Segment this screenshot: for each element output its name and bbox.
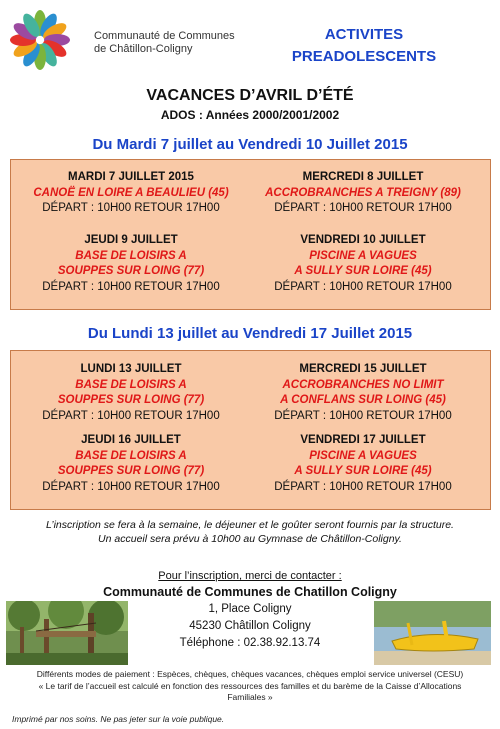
activity-name: BASE DE LOISIRS A bbox=[75, 449, 187, 462]
activity-location: SOUPPES SUR LOING (77) bbox=[57, 265, 205, 277]
activity-cell bbox=[253, 170, 473, 217]
week1-box bbox=[10, 159, 491, 310]
activity-date: MERCREDI 15 JUILLET bbox=[299, 363, 427, 375]
activity-cell bbox=[21, 170, 241, 217]
activity-schedule: DÉPART : 10H00 RETOUR 17H00 bbox=[42, 480, 220, 493]
activity-date: LUNDI 13 JUILLET bbox=[80, 363, 182, 375]
canoe-photo bbox=[374, 601, 491, 665]
activity-schedule: DÉPART : 10H00 RETOUR 17H00 bbox=[42, 280, 220, 293]
activity-cell bbox=[253, 362, 473, 424]
activity-schedule: DÉPART : 10H00 RETOUR 17H00 bbox=[42, 409, 220, 422]
header bbox=[0, 0, 500, 80]
activity-name: ACCROBRANCHES NO LIMIT bbox=[282, 378, 444, 391]
activity-schedule: DÉPART : 10H00 RETOUR 17H00 bbox=[274, 409, 452, 422]
activity-schedule: DÉPART : 10H00 RETOUR 17H00 bbox=[274, 480, 452, 493]
age-group: ADOS : Années 2000/2001/2002 bbox=[160, 108, 340, 122]
payment-line-1: Différents modes de paiement : Espèces, chèques, chèques vacances, chèques emploi service universel (CESU) bbox=[36, 669, 464, 679]
activity-schedule: DÉPART : 10H00 RETOUR 17H00 bbox=[274, 202, 452, 214]
activities-line-1: ACTIVITES bbox=[324, 26, 404, 43]
activity-date: MARDI 7 JUILLET 2015 bbox=[68, 171, 194, 183]
activity-location: A CONFLANS SUR LOING (45) bbox=[280, 394, 446, 406]
org-line-2: de Châtillon-Coligny bbox=[94, 43, 193, 55]
address-line-2: 45230 Châtillon Coligny bbox=[189, 620, 311, 632]
activities-heading bbox=[284, 24, 444, 68]
activity-location: SOUPPES SUR LOING (77) bbox=[57, 394, 205, 406]
contact-intro: Pour l’inscription, merci de contacter : bbox=[158, 570, 342, 582]
activity-name: BASE DE LOISIRS A bbox=[75, 249, 187, 262]
week2-box bbox=[10, 350, 491, 510]
phone-number: Téléphone : 02.38.92.13.74 bbox=[179, 637, 321, 649]
week2-title: Du Lundi 13 juillet au Vendredi 17 Juillet 2015 bbox=[87, 325, 413, 342]
activity-cell bbox=[253, 233, 473, 295]
activity-date: VENDREDI 10 JUILLET bbox=[300, 234, 426, 246]
activity-location: SOUPPES SUR LOING (77) bbox=[57, 465, 205, 477]
inscription-line-1: L’inscription se fera à la semaine, le déjeuner et le goûter seront fournis par la structure. bbox=[46, 519, 454, 531]
activity-name: PISCINE A VAGUES bbox=[309, 449, 417, 462]
treetop-adventure-photo bbox=[6, 601, 128, 665]
contact-name: Communauté de Communes de Chatillon Coligny bbox=[103, 585, 397, 599]
activity-name: BASE DE LOISIRS A bbox=[75, 378, 187, 391]
organization-name bbox=[94, 30, 235, 56]
activity-cell bbox=[253, 433, 473, 495]
logo-icon bbox=[8, 8, 72, 72]
activity-date: JEUDI 16 JUILLET bbox=[81, 434, 181, 446]
footer-note: Imprimé par nos soins. Ne pas jeter sur la voie publique. bbox=[12, 714, 225, 724]
activity-date: JEUDI 9 JUILLET bbox=[84, 234, 178, 246]
org-line-1: Communauté de Communes bbox=[94, 30, 235, 42]
payment-line-2: « Le tarif de l’accueil est calculé en fonction des ressources des familles et du barème de la Caisse d’Allocations bbox=[38, 680, 462, 691]
activity-cell bbox=[21, 433, 241, 495]
week1-title: Du Mardi 7 juillet au Vendredi 10 Juillet 2015 bbox=[92, 136, 408, 153]
activity-location: A SULLY SUR LOIRE (45) bbox=[294, 265, 432, 277]
activity-schedule: DÉPART : 10H00 RETOUR 17H00 bbox=[274, 280, 452, 293]
activity-cell bbox=[21, 362, 241, 424]
activity-name: CANOË EN LOIRE A BEAULIEU (45) bbox=[33, 186, 229, 199]
page-title: VACANCES D’AVRIL D’ÉTÉ bbox=[146, 87, 354, 104]
activity-name: PISCINE A VAGUES bbox=[309, 249, 417, 262]
activity-location: A SULLY SUR LOIRE (45) bbox=[294, 465, 432, 477]
address-line-1: 1, Place Coligny bbox=[208, 603, 292, 615]
activity-date: VENDREDI 17 JUILLET bbox=[300, 434, 426, 446]
payment-info bbox=[0, 669, 500, 704]
activity-schedule: DÉPART : 10H00 RETOUR 17H00 bbox=[42, 202, 220, 214]
contact-address bbox=[150, 601, 350, 652]
activities-line-2: PREADOLESCENTS bbox=[291, 48, 437, 65]
payment-line-3: Familiales » bbox=[227, 692, 273, 702]
activity-date: MERCREDI 8 JUILLET bbox=[302, 171, 424, 183]
inscription-line-2: Un accueil sera prévu à 10h00 au Gymnase de Châtillon-Coligny. bbox=[98, 533, 402, 545]
activity-cell bbox=[21, 233, 241, 295]
activity-name: ACCROBRANCHES A TREIGNY (89) bbox=[265, 186, 461, 199]
inscription-note bbox=[0, 518, 500, 546]
